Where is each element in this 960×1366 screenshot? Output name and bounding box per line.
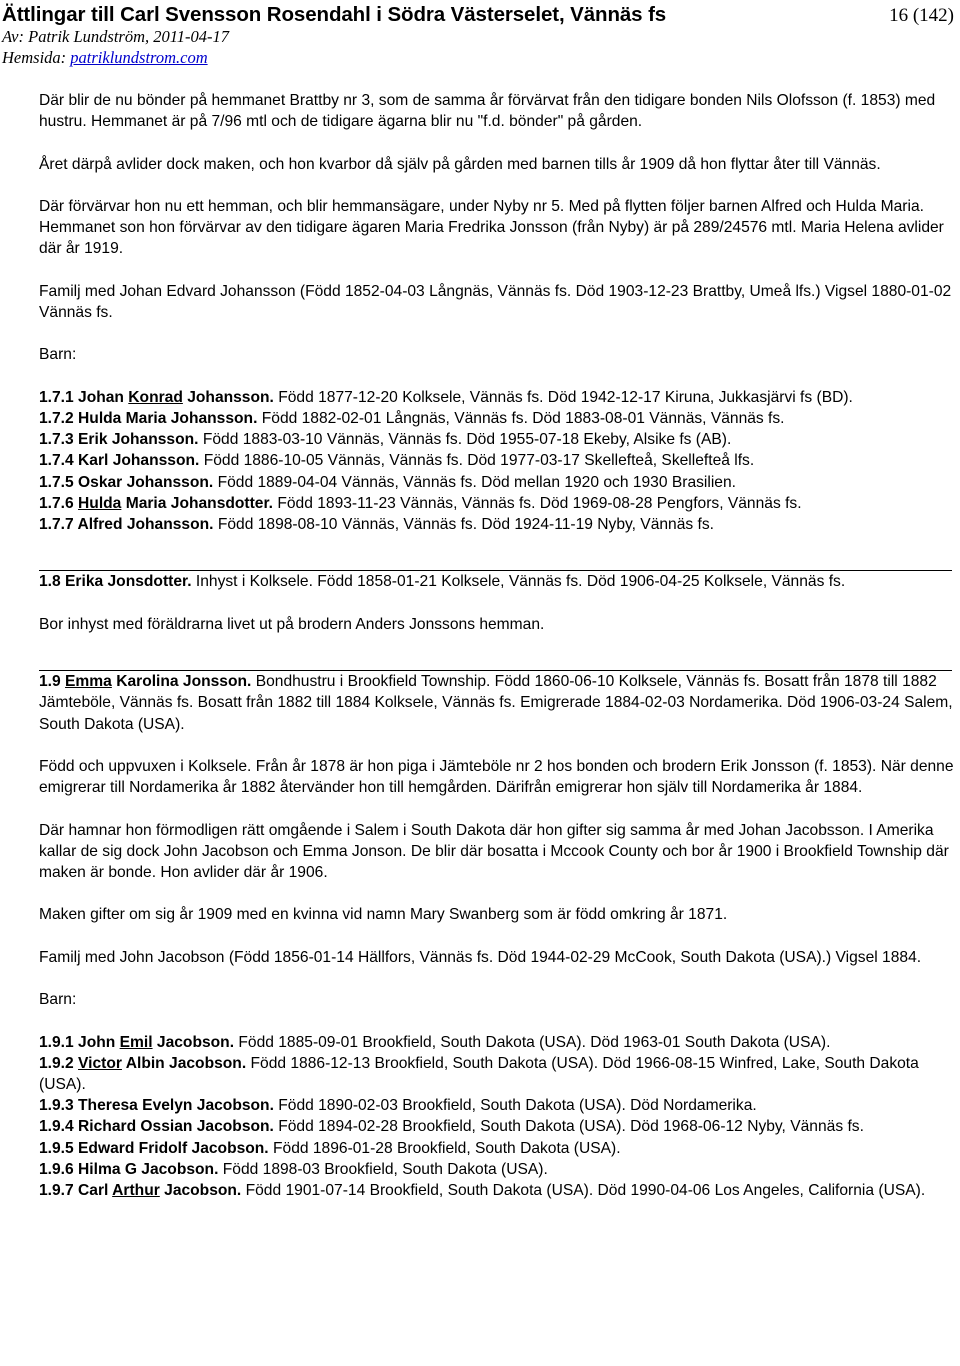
child-number: 1.9.3 xyxy=(39,1097,74,1115)
child-details: Född 1894-02-28 Brookfield, South Dakota (USA). Död 1968-06-12 Nyby, Vännäs fs. xyxy=(278,1118,864,1136)
child-tilltalsnamn: Arthur xyxy=(112,1181,160,1199)
child-entry xyxy=(39,450,957,471)
child-surname: Oskar Johansson. xyxy=(78,473,214,491)
child-surname: Karl Johansson. xyxy=(78,452,200,470)
child-entry xyxy=(39,514,957,535)
child-number: 1.7.2 xyxy=(39,409,74,427)
child-entry xyxy=(39,1116,957,1137)
child-tilltalsnamn: Emil xyxy=(119,1033,153,1051)
child-surname: Albin Jacobson. xyxy=(125,1054,247,1072)
child-number: 1.9.5 xyxy=(39,1139,74,1157)
child-number: 1.7.1 xyxy=(39,388,74,406)
child-number: 1.9.4 xyxy=(39,1118,74,1136)
child-tilltalsnamn: Victor xyxy=(78,1054,122,1072)
child-details: Född 1877-12-20 Kolksele, Vännäs fs. Död 1942-12-17 Kiruna, Jukkasjärvi fs (BD). xyxy=(278,388,853,406)
person-details: Inhyst i Kolksele. Född 1858-01-21 Kolksele, Vännäs fs. Död 1906-04-25 Kolksele, Vännäs fs. xyxy=(195,573,846,591)
child-number: 1.9.2 xyxy=(39,1054,74,1072)
child-surname: Jacobson. xyxy=(164,1181,242,1199)
child-surname: Maria Johansdotter. xyxy=(125,494,274,512)
child-name xyxy=(39,1055,246,1072)
child-name xyxy=(39,431,199,448)
child-entry xyxy=(39,429,957,450)
child-entry xyxy=(39,1180,957,1201)
child-entry xyxy=(39,1095,957,1116)
child-name xyxy=(39,1140,269,1157)
child-entry xyxy=(39,472,957,493)
child-surname: Hilma G Jacobson. xyxy=(78,1160,219,1178)
child-details: Född 1883-03-10 Vännäs, Vännäs fs. Död 1955-07-18 Ekeby, Alsike fs (AB). xyxy=(202,431,732,449)
paragraph: Året därpå avlider dock maken, och hon kvarbor då själv på gården med barnen tills år 1909 då hon flyttar åter till Vännäs. xyxy=(39,155,881,173)
person-number: 1.9 xyxy=(39,673,61,691)
child-details: Född 1882-02-01 Långnäs, Vännäs fs. Död 1883-08-01 Vännäs, Vännäs fs. xyxy=(261,409,785,427)
child-surname: Edward Fridolf Jacobson. xyxy=(78,1139,269,1157)
child-entry xyxy=(39,387,957,408)
paragraph: Bor inhyst med föräldrarna livet ut på brodern Anders Jonssons hemman. xyxy=(39,615,545,633)
child-tilltalsnamn: Konrad xyxy=(128,388,183,406)
page-header xyxy=(0,0,960,76)
family-line: Familj med John Jacobson (Född 1856-01-14 Hällfors, Vännäs fs. Död 1944-02-29 McCook, South Dakota (USA).) Vigsel 1884. xyxy=(39,948,922,966)
child-details: Född 1889-04-04 Vännäs, Vännäs fs. Död mellan 1920 och 1930 Brasilien. xyxy=(217,473,736,491)
child-number: 1.7.4 xyxy=(39,452,74,470)
children-list-1-7 xyxy=(39,387,957,535)
child-name xyxy=(39,1034,234,1051)
page-number: 16 (142) xyxy=(889,5,954,26)
child-surname: Erik Johansson. xyxy=(78,431,199,449)
child-name xyxy=(39,495,273,512)
author-line: Av: Patrik Lundström, 2011-04-17 xyxy=(2,27,230,46)
children-label: Barn: xyxy=(39,991,77,1009)
child-details: Född 1898-03 Brookfield, South Dakota (USA). xyxy=(222,1160,548,1178)
person-name: Karolina Jonsson. xyxy=(116,673,252,691)
person-entry-1-9 xyxy=(39,671,957,735)
child-details: Född 1896-01-28 Brookfield, South Dakota (USA). xyxy=(273,1139,621,1157)
child-surname: Theresa Evelyn Jacobson. xyxy=(78,1097,274,1115)
child-entry xyxy=(39,493,957,514)
child-name xyxy=(39,474,213,491)
child-number: 1.7.7 xyxy=(39,515,74,533)
child-name xyxy=(39,389,274,406)
paragraph: Där förvärvar hon nu ett hemman, och blir hemmansägare, under Nyby nr 5. Med på flytten följer barnen Alfred och Hulda Maria. Hemmanet son hon förvärvar av den tidigare ägaren Maria Fredrika Jonsson (från Nyby) är på 289/24576 mtl. Maria Helena avlider där år 1919. xyxy=(39,197,944,258)
child-tilltalsnamn: Hulda xyxy=(78,494,122,512)
children-label: Barn: xyxy=(39,346,77,364)
child-name xyxy=(39,1118,274,1135)
person-tilltalsnamn: Emma xyxy=(65,673,112,691)
child-details: Född 1898-08-10 Vännäs, Vännäs fs. Död 1924-11-19 Nyby, Vännäs fs. xyxy=(217,515,714,533)
person-entry-1-8 xyxy=(39,571,957,592)
child-surname: Johansson. xyxy=(187,388,274,406)
child-number: 1.9.6 xyxy=(39,1160,74,1178)
child-surname: Jacobson. xyxy=(156,1033,235,1051)
child-details: Född 1885-09-01 Brookfield, South Dakota (USA). Död 1963-01 South Dakota (USA). xyxy=(238,1033,831,1051)
child-number: 1.7.5 xyxy=(39,473,74,491)
child-entry xyxy=(39,1053,957,1095)
children-list-1-9 xyxy=(39,1032,957,1202)
child-number: 1.9.7 xyxy=(39,1181,74,1199)
homepage-link[interactable]: patriklundstrom.com xyxy=(70,48,208,67)
person-name: Erika Jonsdotter. xyxy=(65,573,192,591)
child-first-name: John xyxy=(78,1033,116,1051)
child-name xyxy=(39,1161,218,1178)
child-first-name: Carl xyxy=(78,1181,109,1199)
child-number: 1.7.3 xyxy=(39,431,74,449)
child-entry xyxy=(39,408,957,429)
paragraph: Där hamnar hon förmodligen rätt omgående i Salem i South Dakota där hon gifter sig samma år med Johan Jacobsson. I Amerika kallar de sig dock John Jacobson och Emma Jonson. De blir där bosatta i Mccook County och bor år 1900 i Brookfield Township där maken är bonde. Hon avlider där år 1906. xyxy=(39,821,949,881)
child-number: 1.7.6 xyxy=(39,494,74,512)
document-title: Ättlingar till Carl Svensson Rosendahl i Södra Västerselet, Vännäs fs xyxy=(2,3,667,26)
child-name xyxy=(39,1097,274,1114)
child-details: Född 1886-12-13 Brookfield, South Dakota (USA). Död 1966-08-15 Winfred, Lake, South Dakota (USA). xyxy=(39,1054,919,1093)
family-line: Familj med Johan Edvard Johansson (Född 1852-04-03 Långnäs, Vännäs fs. Död 1903-12-23 Brattby, Umeå lfs.) Vigsel 1880-01-02 Vännäs fs. xyxy=(39,282,952,321)
child-details: Född 1893-11-23 Vännäs, Vännäs fs. Död 1969-08-28 Pengfors, Vännäs fs. xyxy=(277,494,802,512)
document-body xyxy=(39,90,957,1201)
child-name xyxy=(39,452,199,469)
paragraph: Född och uppvuxen i Kolksele. Från år 1878 är hon piga i Jämteböle nr 2 hos bonden och brodern Erik Jonsson (f. 1853). När denne emigrerar till Nordamerika år 1882 återvänder hon till hemgården. Därifrån emigrerar hon själv till Nordamerika år 1884. xyxy=(39,757,954,797)
child-entry xyxy=(39,1138,957,1159)
person-details: Bondhustru i Brookfield Township. Född 1860-06-10 Kolksele, Vännäs fs. Bosatt från 1878 till 1882 Jämteböle, Vännäs fs. Bosatt från 1882 till 1884 Kolksele, Vännäs fs. Emigrerade 1884-02-03 Nordamerika. Död 1906-03-24 Salem, South Dakota (USA). xyxy=(39,673,953,733)
child-details: Född 1886-10-05 Vännäs, Vännäs fs. Död 1977-03-17 Skellefteå, Skellefteå lfs. xyxy=(203,452,755,470)
child-name xyxy=(39,516,214,533)
child-name xyxy=(39,410,257,427)
child-entry xyxy=(39,1159,957,1180)
child-first-name: Johan xyxy=(78,388,124,406)
child-surname: Richard Ossian Jacobson. xyxy=(78,1118,274,1136)
paragraph: Där blir de nu bönder på hemmanet Brattby nr 3, som de samma år förvärvat från den tidigare bonden Nils Olofsson (f. 1853) med hustru. Hemmanet är på 7/96 mtl och de tidigare ägarna blir nu "f.d. bönder" på gården. xyxy=(39,92,936,131)
paragraph: Maken gifter om sig år 1909 med en kvinna vid namn Mary Swanberg som är född omkring år 1871. xyxy=(39,906,728,924)
child-details: Född 1890-02-03 Brookfield, South Dakota (USA). Död Nordamerika. xyxy=(278,1097,757,1115)
child-entry xyxy=(39,1032,957,1053)
child-details: Född 1901-07-14 Brookfield, South Dakota (USA). Död 1990-04-06 Los Angeles, California (USA). xyxy=(245,1181,926,1199)
child-name xyxy=(39,1182,241,1199)
person-number: 1.8 xyxy=(39,573,61,591)
homepage-label: Hemsida: xyxy=(2,48,71,67)
homepage-line xyxy=(2,48,208,68)
child-surname: Hulda Maria Johansson. xyxy=(78,409,258,427)
child-surname: Alfred Johansson. xyxy=(77,515,214,533)
child-number: 1.9.1 xyxy=(39,1033,74,1051)
